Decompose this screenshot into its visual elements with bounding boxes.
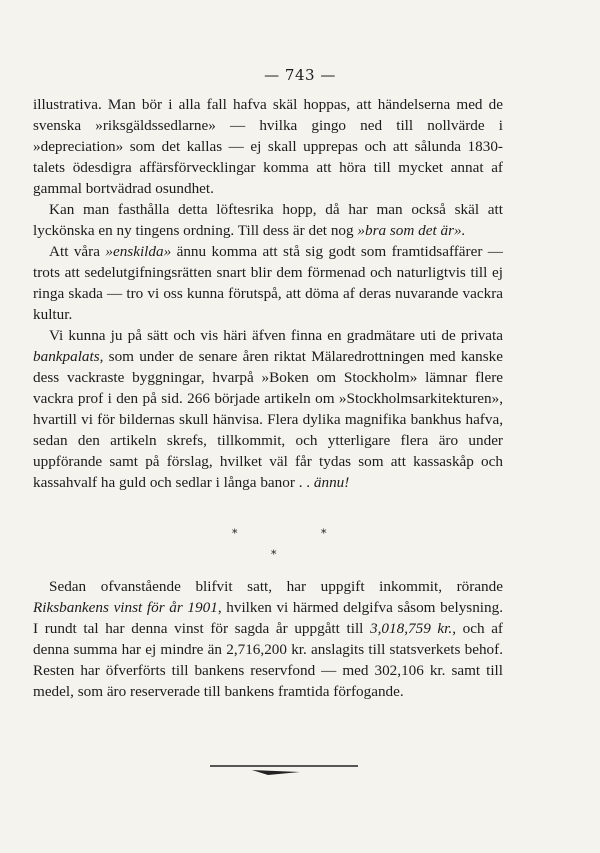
italic-text: Riksbankens vinst för år 1901 (33, 599, 218, 616)
italic-text: bankpalats (33, 348, 100, 365)
text-run: illustrativa. Man bör i alla fall hafva skäl hoppas, att händelserna med de svenska »riksgäldssedlarne» — hvilka gingo ned till nollvärde i »depreciation» som det kallas — ej skall upprepas och att sålunda 1830-talets ödesdigra affärsförvecklingar komma att höra till mycket annat af gammal bortvädrad osundhet. (33, 96, 503, 197)
text-run: , och af denna summa har ej mindre än 2,716,200 kr. anslagits till statsverkets behof. Resten har öfverförts till bankens reservfond — med 302,106 kr. samt till medel, som äro reserverade till bankens framtida förfogande. (33, 620, 503, 700)
italic-text: »enskilda» (105, 243, 172, 260)
text-run: , som under de senare åren riktat Mälaredrottningen med kanske dess vackraste byggningar, hvarpå »Boken om Stockholm» lämnar flere vackra prof i den på sid. 266 började artikeln om »Stockholmsarkitekturen», hvartill vi för bildernas skull hänvisa. Flera dylika magnifika bankhus hafva, sedan den artikeln skrefs, tillkommit, och ytterligare flera äro under uppförande samt på förslag, hvilket väl får tydas som att kassaskåp och kassahvalf ha guld och sedlar i långa banor . . (33, 348, 503, 491)
paragraph (33, 199, 503, 241)
separator-star: * (271, 548, 277, 561)
italic-text: »bra som det är». (357, 222, 466, 239)
paragraph (33, 94, 503, 199)
separator-star: * (232, 527, 238, 540)
addendum-paragraph (33, 576, 503, 702)
paragraph (33, 325, 503, 493)
text-run: , hvilken vi härmed delgifva såsom belysning. I rundt tal har denna vinst för sagda år uppgått till (33, 599, 504, 637)
paragraph (33, 241, 503, 325)
main-text-block (33, 94, 503, 493)
text-run: ännu komma att stå sig godt som framtidsaffärer — trots att sedelutgifningsrätten snart blir dem förmenad och naturligtvis till ej ringa skada — tro vi oss kunna förutspå, att döma af deras nuvarande vackra kultur. (33, 243, 503, 323)
text-run: Sedan ofvanstående blifvit satt, har uppgift inkommit, rörande (49, 578, 503, 595)
italic-text: ännu! (313, 474, 350, 491)
end-ornament-rule (0, 760, 600, 780)
text-run: Vi kunna ju på sätt och vis häri äfven finna en gradmätare uti de privata (49, 327, 503, 344)
page-number: — 743 — (264, 66, 336, 84)
separator-star: * (321, 527, 327, 540)
text-run: Att våra (49, 243, 106, 260)
text-run: Kan man fasthålla detta löftesrika hopp, då har man också skäl att lyckönska en ny tingens ordning. Till dess är det nog (33, 201, 503, 239)
italic-text: 3,018,759 kr. (370, 620, 453, 637)
rule-ornament-swash (252, 770, 300, 775)
addendum-text-block (33, 576, 503, 702)
